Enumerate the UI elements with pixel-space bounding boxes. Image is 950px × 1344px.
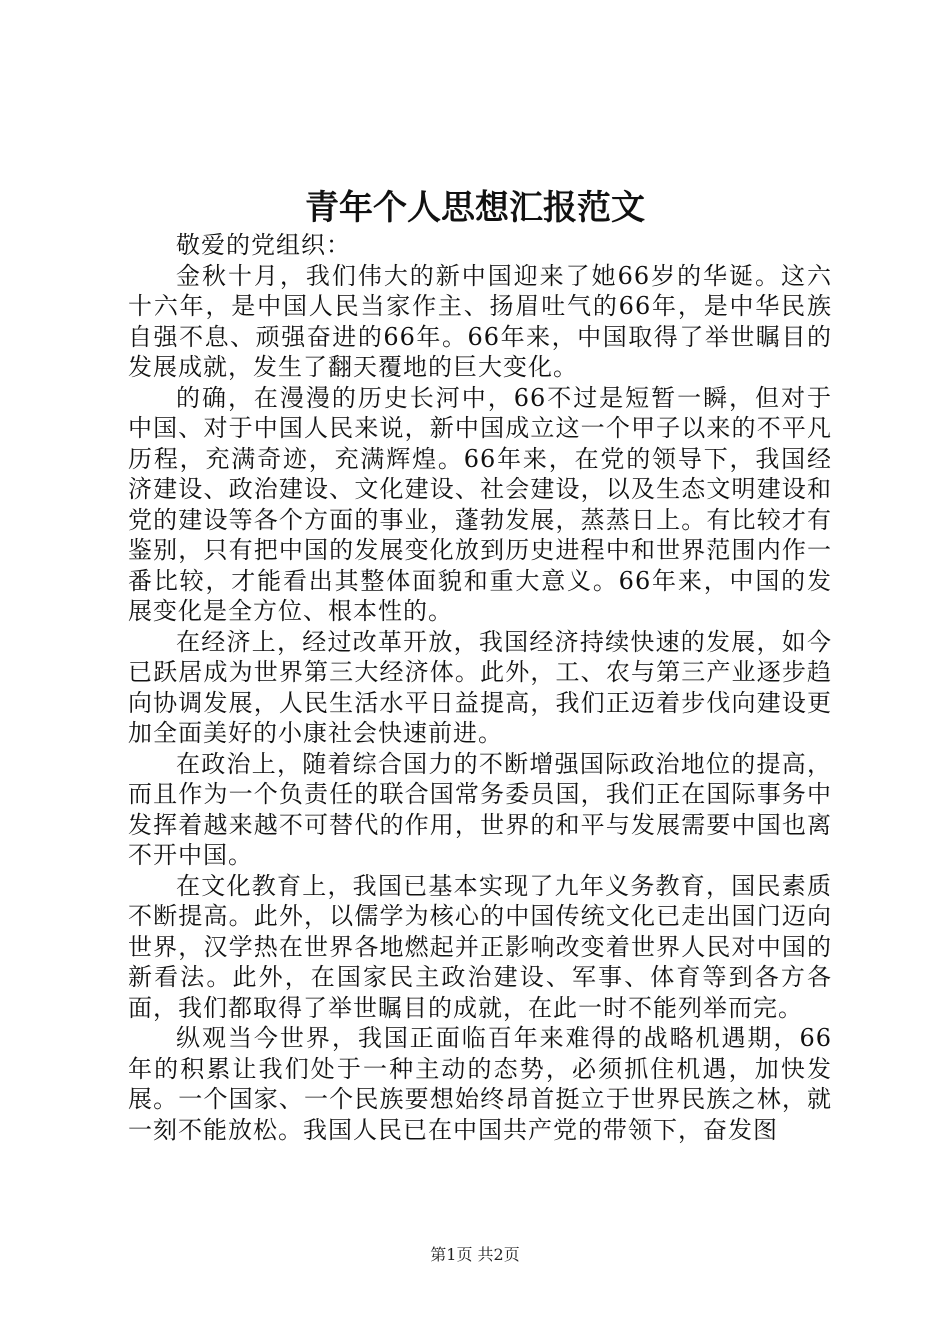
document-title: 青年个人思想汇报范文 [305, 188, 645, 228]
paragraph: 在政治上，随着综合国力的不断增强国际政治地位的提高，而且作为一个负责任的联合国常务委员国，我们正在国际事务中发挥着越来越不可替代的作用，世界的和平与发展需要中国也离不开中国。 [128, 749, 832, 869]
salutation: 敬爱的党组织： [176, 231, 351, 259]
paragraph: 纵观当今世界，我国正面临百年来难得的战略机遇期，66年的积累让我们处于一种主动的态势，必须抓住机遇，加快发展。一个国家、一个民族要想始终昂首挺立于世界民族之林，就一刻不能放松。我国人民已在中国共产党的带领下，奋发图 [128, 1024, 832, 1144]
document-body [128, 230, 832, 1145]
paragraph: 在文化教育上，我国已基本实现了九年义务教育，国民素质不断提高。此外，以儒学为核心的中国传统文化已走出国门迈向世界，汉学热在世界各地燃起并正影响改变着世界人民对中国的新看法。此外，在国家民主政治建设、军事、体育等到各方各面，我们都取得了举世瞩目的成就，在此一时不能列举而完。 [128, 871, 832, 1022]
page-number-footer: 第1页 共2页 [430, 1245, 520, 1264]
paragraph: 的确，在漫漫的历史长河中，66不过是短暂一瞬，但对于中国、对于中国人民来说，新中国成立这一个甲子以来的不平凡历程，充满奇迹，充满辉煌。66年来，在党的领导下，我国经济建设、政治建设、文化建设、社会建设，以及生态文明建设和党的建设等各个方面的事业，蓬勃发展，蒸蒸日上。有比较才有鉴别，只有把中国的发展变化放到历史进程中和世界范围内作一番比较，才能看出其整体面貌和重大意义。66年来，中国的发展变化是全方位、根本性的。 [128, 383, 832, 625]
paragraph: 金秋十月，我们伟大的新中国迎来了她66岁的华诞。这六十六年，是中国人民当家作主、扬眉吐气的66年，是中华民族自强不息、顽强奋进的66年。66年来，中国取得了举世瞩目的发展成就，发生了翻天覆地的巨大变化。 [128, 261, 832, 381]
paragraph: 在经济上，经过改革开放，我国经济持续快速的发展，如今已跃居成为世界第三大经济体。此外，工、农与第三产业逐步趋向协调发展，人民生活水平日益提高，我们正迈着步伐向建设更加全面美好的小康社会快速前进。 [128, 627, 832, 747]
